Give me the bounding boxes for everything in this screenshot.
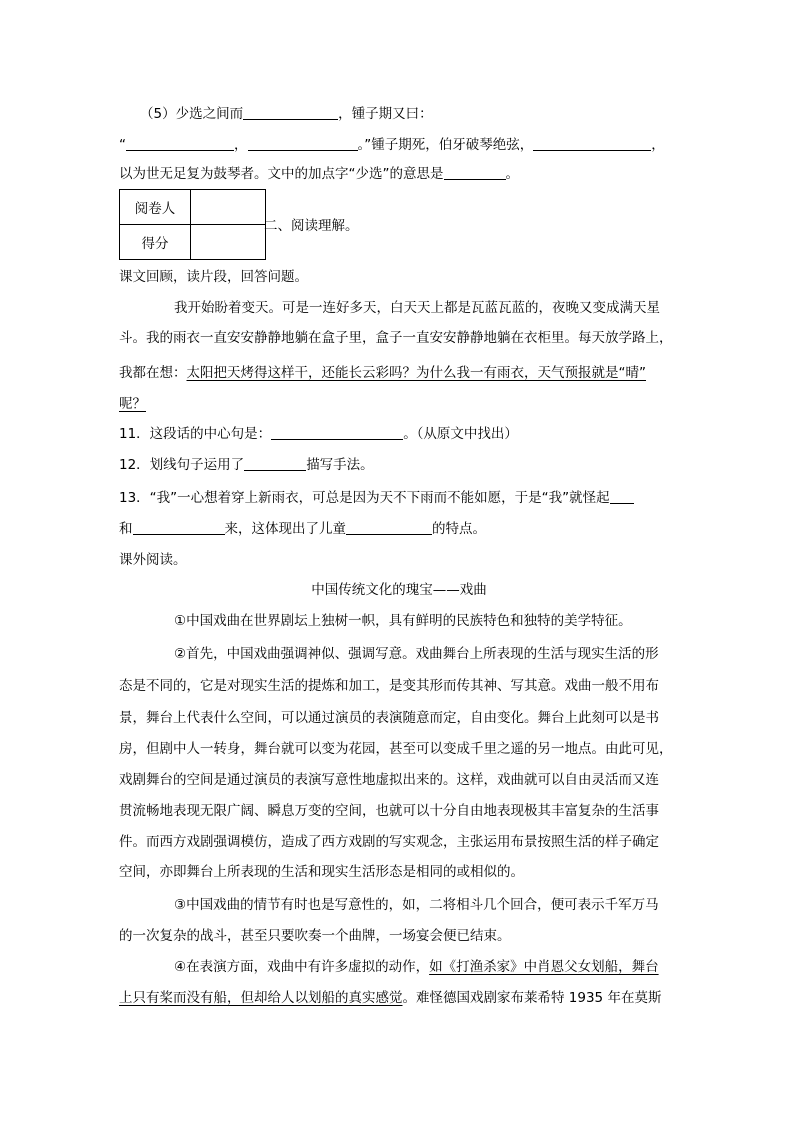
q5-line-1 [140,104,700,124]
q5-text: “ [119,137,126,153]
answer-blank[interactable] [133,520,225,535]
article-line: 戏剧舞台的空间是通过演员的表演写意性地虚拟出来的。这样，戏曲就可以自由灵活而又连 [119,772,659,788]
q5-text: 。”锺子期死，伯牙破琴绝弦， [357,137,534,153]
question-text: 12．划线句子运用了 [119,457,245,473]
article-line: 贯流畅地表现无限广阔、瞬息万变的空间，也就可以十分自由地表现极其丰富复杂的生活事 [119,803,659,819]
passage-text: 我都在想： [119,365,187,381]
passage-line: 我开始盼着变天。可是一连好多天，白天天上都是瓦蓝瓦蓝的，夜晚又变成满天星 [174,300,660,316]
article-text: 。难怪德国戏剧家布莱希特 1935 年在莫斯 [402,990,662,1006]
answer-blank[interactable] [244,456,306,471]
question-text: 和 [119,521,133,537]
article-line: 景，舞台上代表什么空间，可以通过演员的表演随意而定，自由变化。舞台上此刻可以是书 [119,710,659,726]
question-text: 来，这体现出了儿童 [224,521,346,537]
question-11 [119,424,679,444]
article-title: 中国传统文化的瑰宝——戏曲 [311,582,487,598]
q5-text: ， [651,137,665,153]
article-text: ④在表演方面，戏曲中有许多虚拟的动作， [174,959,430,975]
underlined-sentence: 如《打渔杀家》中肖恩父女划船，舞台 [429,959,659,975]
article-line [119,988,679,1008]
passage-line: 斗。我的雨衣一直安安静静地躺在盒子里，盒子一直安安静静地躺在衣柜里。每天放学路上， [119,330,673,346]
question-text: 11．这段话的中心句是： [119,426,272,442]
q5-text: ，锺子期又曰： [338,106,433,122]
answer-blank[interactable] [248,136,358,151]
q5-text: （5）少选之间而 [140,106,244,122]
answer-blank[interactable] [346,520,432,535]
article-line: 空间，亦即舞台上所表现的生活和现实生活形态是相同的或相似的。 [119,864,524,880]
score-table [119,189,266,260]
question-text: 。（从原文中找出） [403,426,518,442]
question-text: 描写手法。 [306,457,374,473]
section-title: 二、阅读理解。 [264,218,359,234]
article-line: 态是不同的，它是对现实生活的提炼和加工，是变其形而传其神、写其意。戏曲一般不用布 [119,678,659,694]
question-13-cont [119,519,679,539]
passage-line [119,363,679,383]
answer-blank[interactable] [610,489,634,504]
q5-text: ， [234,137,248,153]
q5-line-3 [119,164,679,184]
score-cell[interactable] [191,225,266,260]
score-label: 得分 [120,225,191,260]
reviewer-label: 阅卷人 [120,190,191,225]
answer-blank[interactable] [126,136,234,151]
answer-blank[interactable] [444,165,506,180]
passage-line [119,394,679,414]
answer-blank[interactable] [533,136,651,151]
question-13 [119,488,679,508]
article-line: 件。而西方戏剧强调模仿，造成了西方戏剧的写实观念，主张运用布景按照生活的样子确定 [119,834,659,850]
q5-text: 以为世无足复为鼓琴者。文中的加点字“少选”的意思是 [119,166,444,182]
article-line: 的一次复杂的战斗，甚至只要吹奏一个曲牌，一场宴会便已结束。 [119,928,511,944]
underlined-sentence: 太阳把天烤得这样干，还能长云彩吗？为什么我一有雨衣，天气预报就是“晴” [186,365,646,381]
reviewer-cell[interactable] [191,190,266,225]
article-line [174,957,679,977]
article-line: 房，但剧中人一转身，舞台就可以变为花园，甚至可以变成千里之遥的另一地点。由此可见， [119,741,673,757]
question-12 [119,455,679,475]
part2-intro: 课外阅读。 [119,552,187,568]
q5-line-2 [119,135,679,155]
underlined-sentence: 呢？ [119,396,146,412]
answer-blank[interactable] [243,105,338,120]
part1-intro: 课文回顾，读片段，回答问题。 [119,269,308,285]
question-text: 13．“我”一心想着穿上新雨衣，可总是因为天不下雨而不能如愿，于是“我”就怪起 [119,490,610,506]
underlined-sentence: 上只有桨而没有船，但却给人以划船的真实感觉 [119,990,403,1006]
article-paragraph-1: ①中国戏曲在世界剧坛上独树一帜，具有鲜明的民族特色和独特的美学特征。 [174,613,632,629]
article-line: ③中国戏曲的情节有时也是写意性的，如，二将相斗几个回合，便可表示千军万马 [174,897,659,913]
q5-text: 。 [505,166,519,182]
article-line: ②首先，中国戏曲强调神似、强调写意。戏曲舞台上所表现的生活与现实生活的形 [174,646,659,662]
question-text: 的特点。 [432,521,486,537]
answer-blank[interactable] [271,425,403,440]
